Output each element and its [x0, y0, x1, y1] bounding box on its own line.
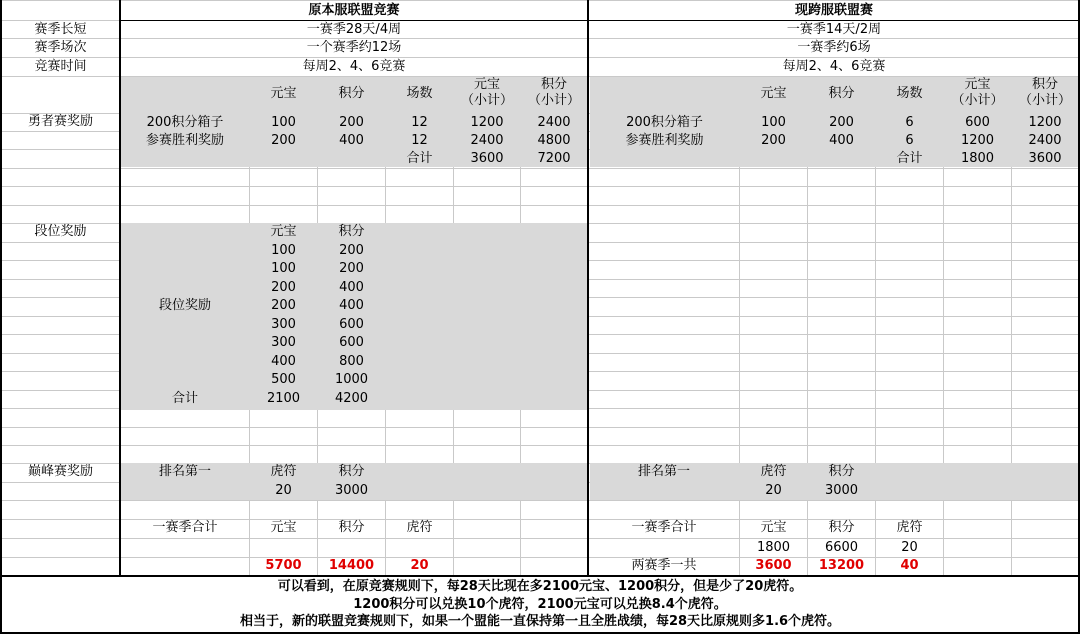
season-total-original: 14400 [328, 558, 375, 573]
brave-cell-original: 400 [339, 133, 364, 148]
rank-value-yuanbao: 200 [271, 280, 296, 295]
brave-cell-cross: 6 [905, 133, 914, 148]
brave-cell-cross: 200 [761, 133, 786, 148]
brave-cell-original: 12 [411, 115, 428, 130]
season-total-original: 5700 [265, 558, 302, 573]
peak-value: 3000 [824, 483, 859, 498]
rank-value-points: 400 [339, 280, 364, 295]
peak-col-header: 积分 [338, 464, 365, 479]
rank-total-yuanbao: 2100 [266, 391, 301, 406]
rank-value-points: 400 [339, 298, 364, 313]
season-col-header: 积分 [338, 520, 365, 535]
rank-value-points: 1000 [334, 372, 369, 387]
brave-cell-original: 12 [411, 133, 428, 148]
brave-col-header-left: 元宝 （小计） [460, 77, 513, 108]
info-cross-match-time: 每周2、4、6竞赛 [782, 59, 886, 74]
brave-col-header-right: 元宝 [760, 86, 787, 101]
rank-col-header: 积分 [338, 224, 365, 239]
note-line-1: 可以看到，在原竞赛规则下，每28天比现在多2100元宝、1200积分，但是少了20虎符。 [277, 579, 803, 594]
two-season-label: 两赛季一共 [631, 558, 697, 573]
rank-value-yuanbao: 400 [271, 354, 296, 369]
grid-row-line [0, 57, 1080, 58]
brave-cell-original: 2400 [537, 115, 571, 130]
brave-col-header-left: 积分 [338, 86, 365, 101]
grid-row-line [0, 168, 1080, 169]
brave-cell-original: 2400 [470, 133, 504, 148]
season-label-cross: 一赛季合计 [631, 520, 697, 535]
note-line-3: 相当于，新的联盟竞赛规则下，如果一个盟能一直保持第一且全胜战绩，每28天比原规则多1.6个虎符。 [239, 614, 841, 629]
info-original-season-length: 一赛季28天/4周 [306, 22, 402, 37]
peak-value: 20 [765, 483, 782, 498]
rank-value-yuanbao: 300 [271, 317, 296, 332]
brave-col-header-left: 积分 （小计） [527, 77, 580, 108]
grid-row-line [0, 205, 1080, 206]
rank-value-yuanbao: 100 [271, 243, 296, 258]
brave-cell-cross: 600 [965, 115, 990, 130]
season-total-cross: 3600 [755, 558, 792, 573]
rank-col-header: 元宝 [270, 224, 297, 239]
info-cross-season-length: 一赛季14天/2周 [786, 22, 882, 37]
season-col-header: 元宝 [760, 520, 787, 535]
brave-col-header-left: 元宝 [270, 86, 297, 101]
season-col-header: 虎符 [896, 520, 923, 535]
info-cross-match-count: 一赛季约6场 [797, 40, 871, 55]
brave-cell-original: 3600 [470, 151, 504, 166]
rank-value-points: 200 [339, 261, 364, 276]
brave-cell-cross: 400 [829, 133, 854, 148]
brave-cell-cross: 合计 [896, 151, 923, 166]
section-divider-left [119, 0, 121, 576]
brave-cell-original: 200 [271, 133, 296, 148]
grid-row-line [0, 0, 1080, 1]
grid-row-line [0, 427, 1080, 428]
info-label-match-count: 赛季场次 [34, 40, 87, 55]
brave-cell-original: 4800 [537, 133, 571, 148]
grid-row-line [0, 538, 1080, 539]
brave-cell-cross: 6 [905, 115, 914, 130]
header-cross: 现跨服联盟赛 [794, 3, 873, 18]
peak-rank-label-original: 排名第一 [158, 464, 211, 479]
rank-label: 段位奖励 [34, 224, 87, 239]
season-label-original: 一赛季合计 [152, 520, 218, 535]
peak-rank-label-cross: 排名第一 [637, 464, 690, 479]
peak-value: 20 [275, 483, 292, 498]
grid-row-line [0, 186, 1080, 187]
brave-cell-original: 200积分箱子 [146, 115, 224, 130]
brave-col-header-right: 场数 [896, 86, 923, 101]
brave-cell-original: 200 [339, 115, 364, 130]
rank-value-points: 600 [339, 317, 364, 332]
peak-value: 3000 [334, 483, 369, 498]
grid-row-line [0, 500, 1080, 501]
brave-cell-cross: 3600 [1028, 151, 1062, 166]
header-original: 原本服联盟竞赛 [308, 3, 400, 18]
season-col-header: 虎符 [406, 520, 433, 535]
brave-cell-cross: 200积分箱子 [626, 115, 703, 130]
brave-cell-cross: 参赛胜利奖励 [625, 133, 704, 148]
brave-cell-original: 1200 [470, 115, 504, 130]
season-col-header: 元宝 [270, 520, 297, 535]
info-original-match-count: 一个赛季约12场 [306, 40, 402, 55]
brave-col-header-right: 元宝 （小计） [951, 77, 1004, 108]
notes-top-border [0, 575, 1080, 577]
season-value-cross: 20 [901, 540, 918, 555]
brave-cell-cross: 1200 [1028, 115, 1062, 130]
grid-row-line [0, 445, 1080, 446]
brave-cell-cross: 100 [761, 115, 786, 130]
info-label-match-time: 竞赛时间 [34, 59, 87, 74]
outer-left-border [0, 0, 2, 634]
rank-total-points: 4200 [334, 391, 369, 406]
grid-row-line [0, 38, 1080, 39]
rank-inner-label: 段位奖励 [158, 298, 211, 313]
info-original-match-time: 每周2、4、6竞赛 [302, 59, 406, 74]
season-total-original: 20 [410, 558, 429, 573]
brave-cell-cross: 1200 [960, 133, 995, 148]
rank-value-yuanbao: 500 [271, 372, 296, 387]
peak-col-header: 虎符 [270, 464, 297, 479]
rank-value-points: 200 [339, 243, 364, 258]
season-value-cross: 6600 [824, 540, 859, 555]
brave-cell-original: 合计 [406, 151, 433, 166]
peak-label: 巅峰赛奖励 [27, 464, 93, 479]
rank-value-points: 600 [339, 335, 364, 350]
rank-total-label: 合计 [171, 391, 198, 406]
rank-value-points: 800 [339, 354, 364, 369]
brave-cell-cross: 1800 [960, 151, 995, 166]
season-col-header: 积分 [828, 520, 855, 535]
season-total-cross: 13200 [818, 558, 865, 573]
brave-col-header-left: 场数 [406, 86, 433, 101]
brave-label: 勇者赛奖励 [27, 114, 93, 129]
season-value-cross: 1800 [756, 540, 791, 555]
brave-cell-cross: 200 [829, 115, 854, 130]
rank-value-yuanbao: 300 [271, 335, 296, 350]
brave-cell-cross: 2400 [1028, 133, 1062, 148]
brave-col-header-right: 积分 （小计） [1018, 77, 1071, 108]
header-underline [120, 20, 1080, 21]
peak-col-header: 积分 [828, 464, 855, 479]
season-total-cross: 40 [900, 558, 919, 573]
section-divider-middle [587, 0, 589, 576]
brave-cell-original: 7200 [537, 151, 571, 166]
info-label-season-length: 赛季长短 [34, 22, 87, 37]
brave-col-header-right: 积分 [828, 86, 855, 101]
brave-cell-original: 参赛胜利奖励 [145, 133, 224, 148]
peak-col-header: 虎符 [760, 464, 787, 479]
brave-cell-original: 100 [271, 115, 296, 130]
rank-value-yuanbao: 200 [271, 298, 296, 313]
rank-value-yuanbao: 100 [271, 261, 296, 276]
note-line-2: 1200积分可以兑换10个虎符，2100元宝可以兑换8.4个虎符。 [353, 597, 727, 612]
